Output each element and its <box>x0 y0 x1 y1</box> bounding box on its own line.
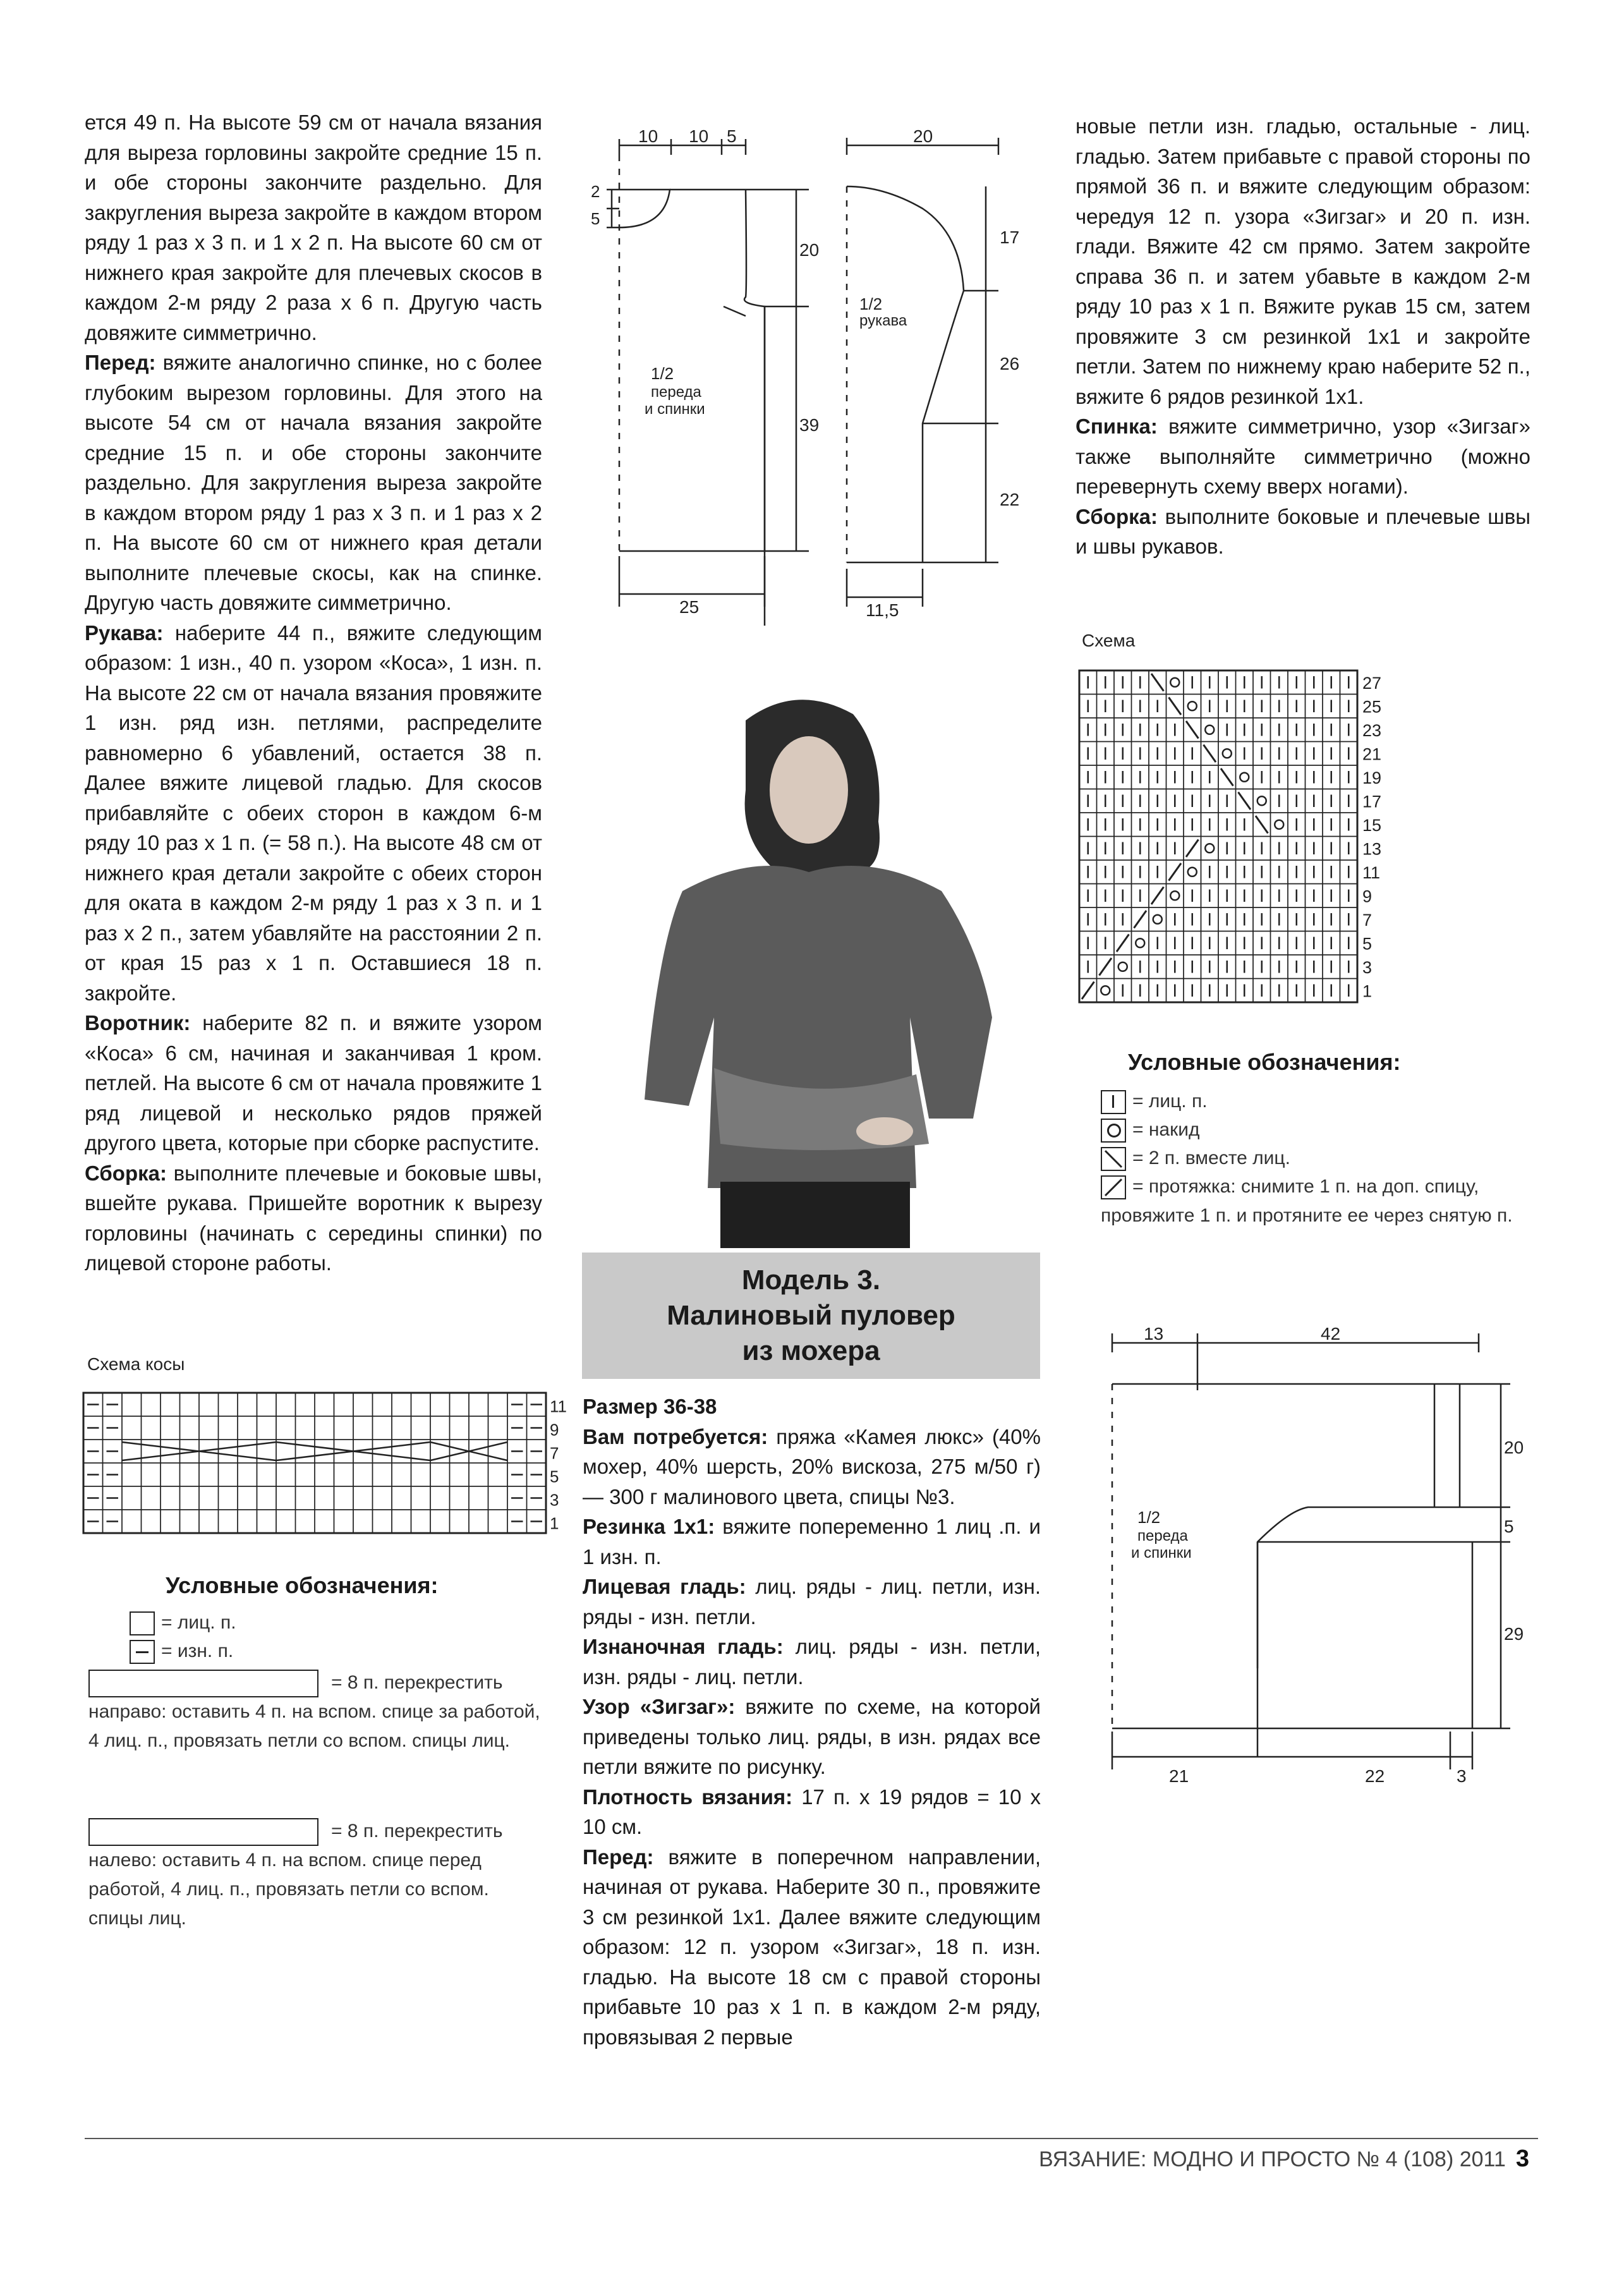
paragraph-zigzag: Узор «Зигзаг»: вяжите по схеме, на которой приведены только лиц. ряды, в изн. рядах все петли вяжите по рисунку. <box>583 1695 1041 1778</box>
piece-label: 1/2 <box>859 294 883 313</box>
diagram-sleeve <box>834 126 1036 632</box>
piece-label: и спинки <box>645 401 705 418</box>
row-number: 5 <box>550 1467 559 1486</box>
cable-left-icon <box>88 1818 318 1846</box>
row-number: 11 <box>1362 863 1381 882</box>
row-number: 1 <box>550 1514 559 1533</box>
footer-divider <box>85 2138 1538 2139</box>
dim-label: 11,5 <box>866 600 899 620</box>
dim-label: 13 <box>1144 1324 1164 1344</box>
dim-label: 39 <box>799 415 820 435</box>
row-number: 7 <box>550 1443 559 1463</box>
dim-label: 42 <box>1321 1324 1341 1344</box>
row-number: 15 <box>1362 815 1382 835</box>
paragraph-gauge: Плотность вязания: 17 п. х 19 рядов = 10 х 10 см. <box>583 1785 1041 1838</box>
dim-label: 22 <box>1000 490 1020 509</box>
paragraph-collar: Воротник: наберите 82 п. и вяжите узором «Коса» 6 см, начиная и заканчивая 1 кром. петлей. На высоте 6 см от начала провяжите 1 ряд лицевой и несколько рядов пряжей другого цвета, которые при сборке распустите. <box>85 1011 542 1155</box>
row-number: 3 <box>550 1490 559 1510</box>
right-text-column <box>1076 111 1530 562</box>
legend-item-ssk: = протяжка: снимите 1 п. на доп. спицу, провяжите 1 п. и протяните ее через снятую п. <box>1101 1176 1513 1226</box>
magazine-title: ВЯЗАНИЕ: МОДНО И ПРОСТО № 4 (108) 2011 <box>1039 2147 1506 2171</box>
schema-caption: Схема <box>1082 631 1136 650</box>
knit-symbol-icon <box>1101 1090 1126 1114</box>
paragraph: ется 49 п. На высоте 59 см от начала вязания для выреза горловины закройте средние 15 п. и обе стороны закончите раздельно. Для закругления выреза закройте в каждом втором ряду 1 раз х 3 п. и 1 х 2 п. На высоте 60 см от нижнего края закройте для плечевых скосов в каждом 2-м ряду 2 раза х 6 п. Другую часть довяжите симметрично. <box>85 111 542 344</box>
model-title-box <box>582 1253 1040 1379</box>
dim-label: 22 <box>1365 1766 1385 1786</box>
paragraph-front: Перед: вяжите аналогично спинке, но с более глубоким вырезом горловины. Для этого на высоте 54 см от начала вязания закройте средние 15 п. и обе стороны закончите раздельно. Для закругления выреза закройте в каждом втором ряду 1 раз х 3 п. и 1 раз х 2 п. На высоте 60 см от нижнего края детали выполните плечевые скосы, как на спинке. Другую часть довяжите симметрично. <box>85 351 542 614</box>
ssk-symbol-icon <box>1101 1175 1126 1199</box>
legend-item-cable-right: = 8 п. перекрестить направо: оставить 4 п. на вспом. спице за работой, 4 лиц. п., провязать петли со вспом. спицы лиц. <box>88 1668 543 1756</box>
row-number: 9 <box>1362 887 1373 906</box>
model-number: Модель 3. <box>741 1265 881 1295</box>
paragraph-size: Размер 36-38 <box>583 1395 717 1418</box>
model-title: Малиновый пуловер <box>667 1300 955 1331</box>
legend-title: Условные обозначения: <box>1128 1049 1401 1075</box>
piece-label: 1/2 <box>651 364 674 383</box>
dim-label: 26 <box>1000 354 1020 373</box>
dim-label: 10 <box>689 126 709 146</box>
dim-label: 20 <box>913 126 933 146</box>
page-number: 3 <box>1515 2145 1529 2172</box>
dim-label: 29 <box>1504 1624 1524 1644</box>
diagram-front-back <box>556 126 821 626</box>
legend-item-purl: = изн. п. <box>130 1637 233 1666</box>
dim-label: 2 <box>591 182 600 201</box>
row-number: 9 <box>550 1420 559 1440</box>
model-subtitle: из мохера <box>742 1335 880 1366</box>
row-number: 17 <box>1362 792 1382 811</box>
legend-item-yarnover: = накид <box>1101 1115 1200 1144</box>
legend-item-cable-left: = 8 п. перекрестить налево: оставить 4 п. на вспом. спице перед работой, 4 лиц. п., провязать петли со вспом. спицы лиц. <box>88 1817 543 1933</box>
dim-label: 20 <box>1504 1438 1524 1457</box>
legend-item-knit: = лиц. п. <box>130 1608 236 1637</box>
paragraph: новые петли изн. гладью, остальные - лиц. гладью. Затем прибавьте с правой стороны по прямой 36 п. и вяжите следующим образом: чередуя 12 п. узора «Зигзаг» и 20 п. изн. глади. Вяжите 42 см прямо. Затем закройте справа 36 п. и затем убавьте в каждом 2-м ряду 10 раз х 1 п. Вяжите рукав 15 см, затем провяжите 3 см резинкой 1x1 и закройте петли. Затем по нижнему краю наберите 52 п., вяжите 6 рядов резинкой 1x1. <box>1076 114 1530 408</box>
paragraph-materials: Вам потребуется: пряжа «Камея люкс» (40% мохер, 40% шерсть, 20% вискоза, 275 м/50 г) — 300 г малинового цвета, спицы №3. <box>583 1424 1041 1508</box>
piece-label: переда <box>1137 1527 1188 1544</box>
piece-label: рукава <box>859 312 907 329</box>
legend-title: Условные обозначения: <box>166 1572 439 1598</box>
dim-label: 5 <box>591 209 600 228</box>
schema-kosa <box>81 1390 580 1542</box>
legend-item-knit: = лиц. п. <box>1101 1087 1208 1116</box>
row-number: 7 <box>1362 910 1373 930</box>
dim-label: 3 <box>1457 1766 1467 1786</box>
paragraph-assembly: Сборка: выполните боковые и плечевые швы и швы рукавов. <box>1076 504 1530 558</box>
dim-label: 25 <box>679 597 700 617</box>
row-number: 11 <box>550 1397 567 1416</box>
row-number: 5 <box>1362 934 1373 954</box>
page-footer <box>1039 2145 1529 2173</box>
row-number: 3 <box>1362 957 1373 977</box>
dim-label: 21 <box>1169 1766 1189 1786</box>
dim-label: 10 <box>638 126 658 146</box>
paragraph-back: Спинка: вяжите симметрично, узор «Зигзаг» также выполняйте симметрично (можно перевернуть схему вверх ногами). <box>1076 415 1530 498</box>
row-number: 21 <box>1362 744 1382 764</box>
dim-label: 20 <box>799 240 820 260</box>
row-number: 23 <box>1362 720 1382 740</box>
legend-item-k2tog: = 2 п. вместе лиц. <box>1101 1144 1290 1173</box>
cable-right-icon <box>88 1670 318 1697</box>
row-number: 27 <box>1362 673 1382 693</box>
piece-label: 1/2 <box>1137 1508 1161 1527</box>
row-number: 13 <box>1362 839 1382 859</box>
paragraph-sleeves: Рукава: наберите 44 п., вяжите следующим образом: 1 изн., 40 п. узором «Коса», 1 изн. п. На высоте 22 см от начала вязания провяжите 1 изн. ряд изн. петлями, распределите равномерно 6 убавлений, остается 38 п. Далее вяжите лицевой гладью. Для скосов прибавляйте с обеих сторон в каждом 6-м ряду 10 раз х 1 п. (= 58 п.). На высоте 48 см от нижнего края детали закройте с обеих сторон для оката в каждом 2-м ряду 1 раз х 3 п. и 1 раз х 2 п., затем убавляйте на расстоянии 2 п. от края 15 раз х 1 п. Оставшиеся 18 п. закройте. <box>85 621 542 1005</box>
paragraph-rib: Резинка 1х1: вяжите попеременно 1 лиц .п. и 1 изн. п. <box>583 1515 1041 1568</box>
purl-symbol-icon <box>130 1640 155 1664</box>
paragraph-front: Перед: вяжите в поперечном направлении, начиная от рукава. Наберите 30 п., провяжите 3 см резинкой 1x1. Далее вяжите следующим образом: 12 п. узором «Зигзаг», 18 п. изн. гладью. На высоте 18 см с правой стороны прибавьте 10 раз х 1 п. в каждом 2-м ряду, провязывая 2 первые <box>583 1845 1041 2049</box>
row-number: 1 <box>1362 981 1373 1001</box>
left-text-column <box>85 107 542 1278</box>
piece-label: и спинки <box>1131 1544 1192 1562</box>
yarnover-symbol-icon <box>1101 1119 1126 1143</box>
knit-symbol-icon <box>130 1611 155 1635</box>
middle-text-column <box>583 1392 1041 2052</box>
row-number: 19 <box>1362 768 1382 787</box>
dim-label: 17 <box>1000 228 1020 247</box>
piece-label: переда <box>651 384 701 401</box>
paragraph-reverse-stockinette: Изнаночная гладь: лиц. ряды - изн. петли, изн. ряды - лиц. петли. <box>583 1635 1041 1689</box>
model-photo <box>588 664 1036 1248</box>
k2tog-symbol-icon <box>1101 1147 1126 1171</box>
paragraph-stockinette: Лицевая гладь: лиц. ряды - лиц. петли, изн. ряды - изн. петли. <box>583 1575 1041 1629</box>
schema-caption: Схема косы <box>87 1354 185 1374</box>
schema-zigzag <box>1074 667 1403 1027</box>
dim-label: 5 <box>727 126 737 146</box>
dim-label: 5 <box>1504 1517 1514 1536</box>
diagram-front-back-3 <box>1100 1314 1536 1807</box>
row-number: 25 <box>1362 697 1382 717</box>
paragraph-assembly: Сборка: выполните плечевые и боковые швы, вшейте рукава. Пришейте воротник к вырезу горловины (начинать с середины спинки) по лицевой стороне работы. <box>85 1161 542 1275</box>
